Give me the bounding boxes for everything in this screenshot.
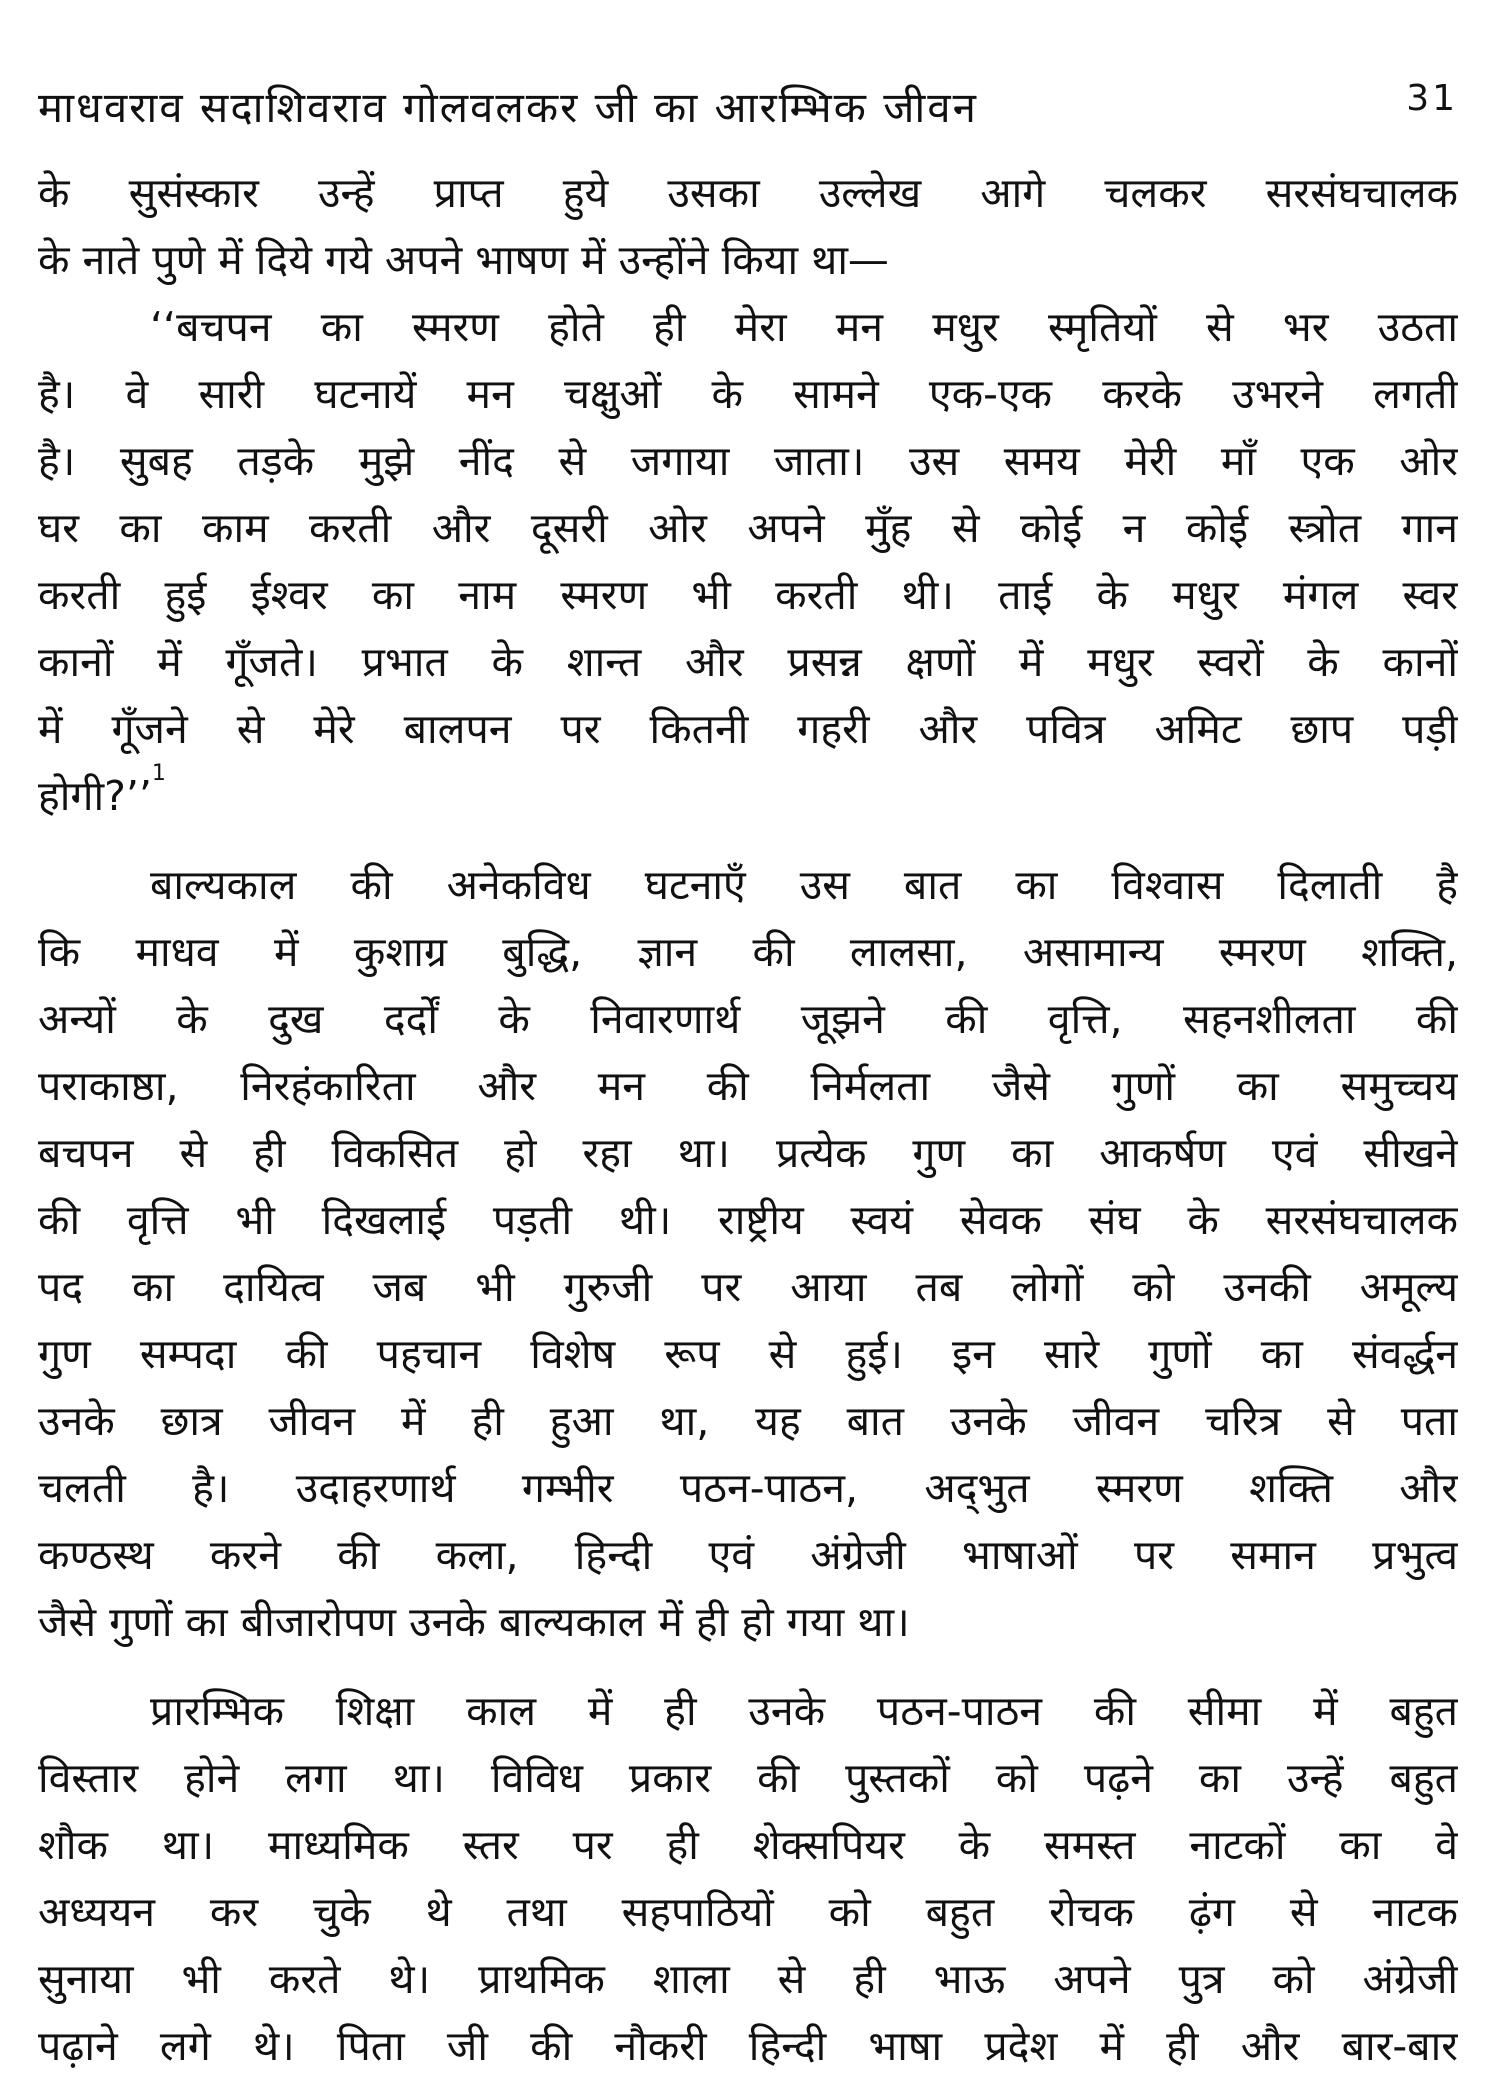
text-line: जैसे गुणों का बीजारोपण उनके बाल्यकाल में ही हो गया था। — [38, 1598, 910, 1646]
text-line: चलती है। उदाहरणार्थ गम्भीर पठन-पाठन, अद्‌भुत स्मरण शक्ति और — [38, 1464, 1458, 1512]
text-line: के नाते पुणे में दिये गये अपने भाषण में उन्होंने किया था— — [38, 236, 889, 284]
text-line: अध्ययन कर चुके थे तथा सहपाठियों को बहुत रोचक ढ़ंग से नाटक — [38, 1888, 1458, 1936]
text-line: करती हुई ईश्वर का नाम स्मरण भी करती थी। ताई के मधुर मंगल स्वर — [38, 571, 1458, 619]
text-line: में गूँजने से मेरे बालपन पर कितनी गहरी और पवित्र अमिट छाप पड़ी — [38, 705, 1458, 753]
running-title: माधवराव सदाशिवराव गोलवलकर जी का आरम्भिक जीवन — [38, 83, 978, 132]
paragraph — [38, 852, 1458, 1656]
text-line: कण्ठस्थ करने की कला, हिन्दी एवं अंग्रेजी भाषाओं पर समान प्रभुत्व — [38, 1531, 1458, 1579]
text-line: बाल्यकाल की अनेकविध घटनाएँ उस बात का विश्वास दिलाती है — [150, 861, 1458, 909]
text-line: विस्तार होने लगा था। विविध प्रकार की पुस्तकों को पढ़ने का उन्हें बहुत — [38, 1754, 1458, 1802]
text-line: की वृत्ति भी दिखलाई पड़ती थी। राष्ट्रीय स्वयं सेवक संघ के सरसंघचालक — [38, 1196, 1458, 1244]
text-line: पद का दायित्व जब भी गुरुजी पर आया तब लोगों को उनकी अमूल्य — [38, 1263, 1458, 1311]
text-line: शौक था। माध्यमिक स्तर पर ही शेक्सपियर के समस्त नाटकों का वे — [38, 1821, 1458, 1869]
footnote-marker: 1 — [151, 763, 166, 786]
text-line: पढ़ाने लगे थे। पिता जी की नौकरी हिन्दी भाषा प्रदेश में ही और बार-बार — [38, 2022, 1458, 2070]
paragraph — [38, 1678, 1458, 2080]
text-line: बचपन से ही विकसित हो रहा था। प्रत्येक गुण का आकर्षण एवं सीखने — [38, 1129, 1458, 1177]
text-line: सुनाया भी करते थे। प्राथमिक शाला से ही भाऊ अपने पुत्र को अंग्रेजी — [38, 1955, 1458, 2003]
page-header — [38, 78, 1458, 138]
text-line: घर का काम करती और दूसरी ओर अपने मुँह से कोई न कोई स्त्रोत गान — [38, 504, 1458, 552]
paragraph — [38, 160, 1458, 294]
text-line: पराकाष्ठा, निरहंकारिता और मन की निर्मलता जैसे गुणों का समुच्चय — [38, 1062, 1458, 1110]
text-line: है। वे सारी घटनायें मन चक्षुओं के सामने एक-एक करके उभरने लगती — [38, 370, 1458, 418]
text-line: कि माधव में कुशाग्र बुद्धि, ज्ञान की लालसा, असामान्य स्मरण शक्ति, — [38, 928, 1458, 976]
text-line: गुण सम्पदा की पहचान विशेष रूप से हुई। इन सारे गुणों का संवर्द्धन — [38, 1330, 1458, 1378]
text-line: ‘‘बचपन का स्मरण होते ही मेरा मन मधुर स्मृतियों से भर उठता — [150, 303, 1458, 351]
text-line: कानों में गूँजते। प्रभात के शान्त और प्रसन्न क्षणों में मधुर स्वरों के कानों — [38, 638, 1458, 686]
quote-paragraph — [38, 294, 1458, 830]
text-line: के सुसंस्कार उन्हें प्राप्त हुये उसका उल्लेख आगे चलकर सरसंघचालक — [38, 169, 1458, 217]
quote-end-text: होगी?’’ — [38, 772, 152, 820]
body-text — [38, 160, 1458, 2080]
page-number: 31 — [1406, 78, 1458, 119]
text-line: प्रारम्भिक शिक्षा काल में ही उनके पठन-पाठन की सीमा में बहुत — [150, 1687, 1458, 1735]
text-line: है। सुबह तड़के मुझे नींद से जगाया जाता। उस समय मेरी माँ एक ओर — [38, 437, 1458, 485]
text-line — [38, 763, 1458, 830]
text-line: अन्यों के दुख दर्दों के निवारणार्थ जूझने की वृत्ति, सहनशीलता की — [38, 995, 1458, 1043]
text-line: उनके छात्र जीवन में ही हुआ था, यह बात उनके जीवन चरित्र से पता — [38, 1397, 1458, 1445]
